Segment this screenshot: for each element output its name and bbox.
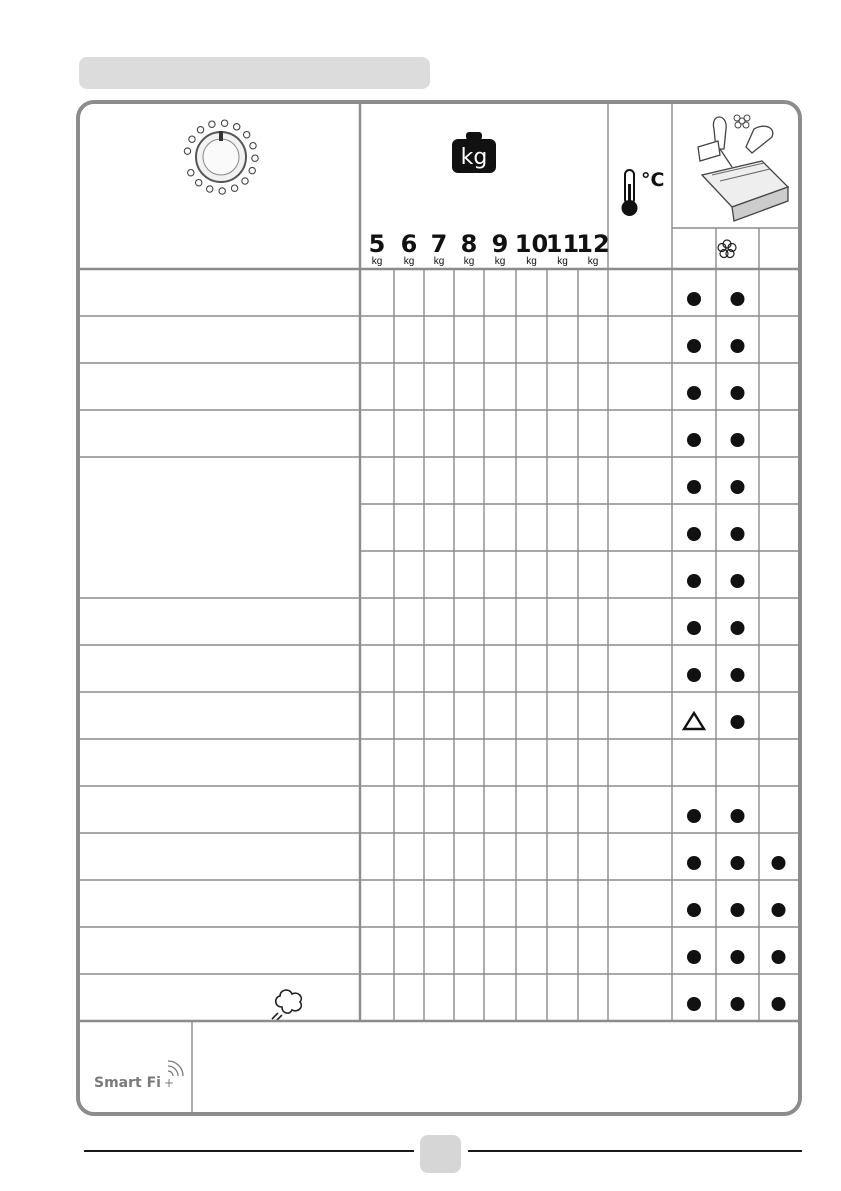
dispenser-dot [687, 903, 701, 917]
load-unit: kg [403, 256, 415, 267]
dispenser-dot [731, 339, 745, 353]
load-number-6: 6 [400, 230, 418, 258]
knob-position-dot [244, 132, 250, 138]
dispenser-dot [687, 433, 701, 447]
knob-position-dot [219, 188, 225, 194]
load-unit: kg [557, 256, 568, 267]
dispenser-dot [731, 715, 745, 729]
dispenser-dot [731, 292, 745, 306]
dispenser-dot [731, 480, 745, 494]
dispenser-dot [687, 574, 701, 588]
dispenser-dot [687, 997, 701, 1011]
load-number-7: 7 [430, 230, 448, 258]
load-number-11: 11 [545, 230, 580, 258]
dispenser-dot [687, 386, 701, 400]
program-knob-icon [184, 120, 258, 194]
dispenser-dot [687, 856, 701, 870]
dispenser-dot [731, 950, 745, 964]
load-unit: kg [371, 256, 383, 267]
dispenser-dot [731, 621, 745, 635]
dispenser-dot [772, 950, 786, 964]
temperature-unit: °C [641, 169, 665, 191]
load-unit: kg [494, 256, 506, 267]
dispenser-dot [687, 480, 701, 494]
smart-fi-logo [94, 1061, 183, 1091]
load-number-5: 5 [368, 230, 386, 258]
dispenser-dot [731, 527, 745, 541]
dispenser-dot [687, 292, 701, 306]
smart-fi-label: Smart Fi [94, 1075, 161, 1091]
kg-badge-label: kg [460, 145, 488, 170]
dispenser-dot [731, 386, 745, 400]
detergent-drawer-icon [698, 115, 788, 221]
load-number-12: 12 [576, 230, 610, 258]
dispenser-dot [687, 950, 701, 964]
knob-position-dot [207, 186, 213, 192]
knob-position-dot [242, 178, 248, 184]
knob-position-dot [188, 170, 194, 176]
footer-rule-right [468, 1150, 802, 1152]
load-number-8: 8 [460, 230, 478, 258]
knob-position-dot [184, 148, 190, 154]
dispenser-dot [731, 903, 745, 917]
footer-rule-left [84, 1150, 414, 1152]
dispenser-dot [687, 527, 701, 541]
knob-position-dot [209, 121, 215, 127]
page-number-badge [420, 1135, 461, 1173]
dispenser-dot [731, 668, 745, 682]
section-title-bar [79, 57, 430, 89]
dispenser-dot [731, 997, 745, 1011]
dispenser-dot [772, 856, 786, 870]
weight-kg-icon [452, 132, 496, 173]
steam-icon [272, 990, 301, 1021]
load-unit: kg [587, 256, 599, 267]
load-unit: kg [526, 256, 537, 267]
load-number-10: 10 [514, 230, 549, 258]
dispenser-dot [731, 574, 745, 588]
dispenser-dot [731, 856, 745, 870]
knob-position-dot [252, 155, 258, 161]
dispenser-dot [772, 903, 786, 917]
load-number-9: 9 [491, 230, 509, 258]
dispenser-dot [687, 339, 701, 353]
load-unit: kg [463, 256, 475, 267]
load-unit: kg [433, 256, 445, 267]
knob-position-dot [197, 127, 203, 133]
dispenser-dot [687, 809, 701, 823]
thermometer-icon [622, 170, 638, 216]
dispenser-dot [731, 433, 745, 447]
knob-position-dot [221, 120, 227, 126]
dispenser-dot [772, 997, 786, 1011]
dispenser-dot [731, 809, 745, 823]
knob-position-dot [231, 185, 237, 191]
dispenser-dot [687, 668, 701, 682]
dispenser-triangle [684, 713, 704, 729]
smart-fi-plus: + [164, 1076, 175, 1090]
knob-position-dot [196, 180, 202, 186]
dispenser-dot [687, 621, 701, 635]
programme-table [76, 100, 802, 1116]
knob-position-dot [189, 136, 195, 142]
knob-position-dot [250, 143, 256, 149]
programme-grid [80, 104, 798, 1112]
softener-flower-icon [718, 240, 736, 258]
knob-position-dot [234, 124, 240, 130]
knob-position-dot [249, 167, 255, 173]
